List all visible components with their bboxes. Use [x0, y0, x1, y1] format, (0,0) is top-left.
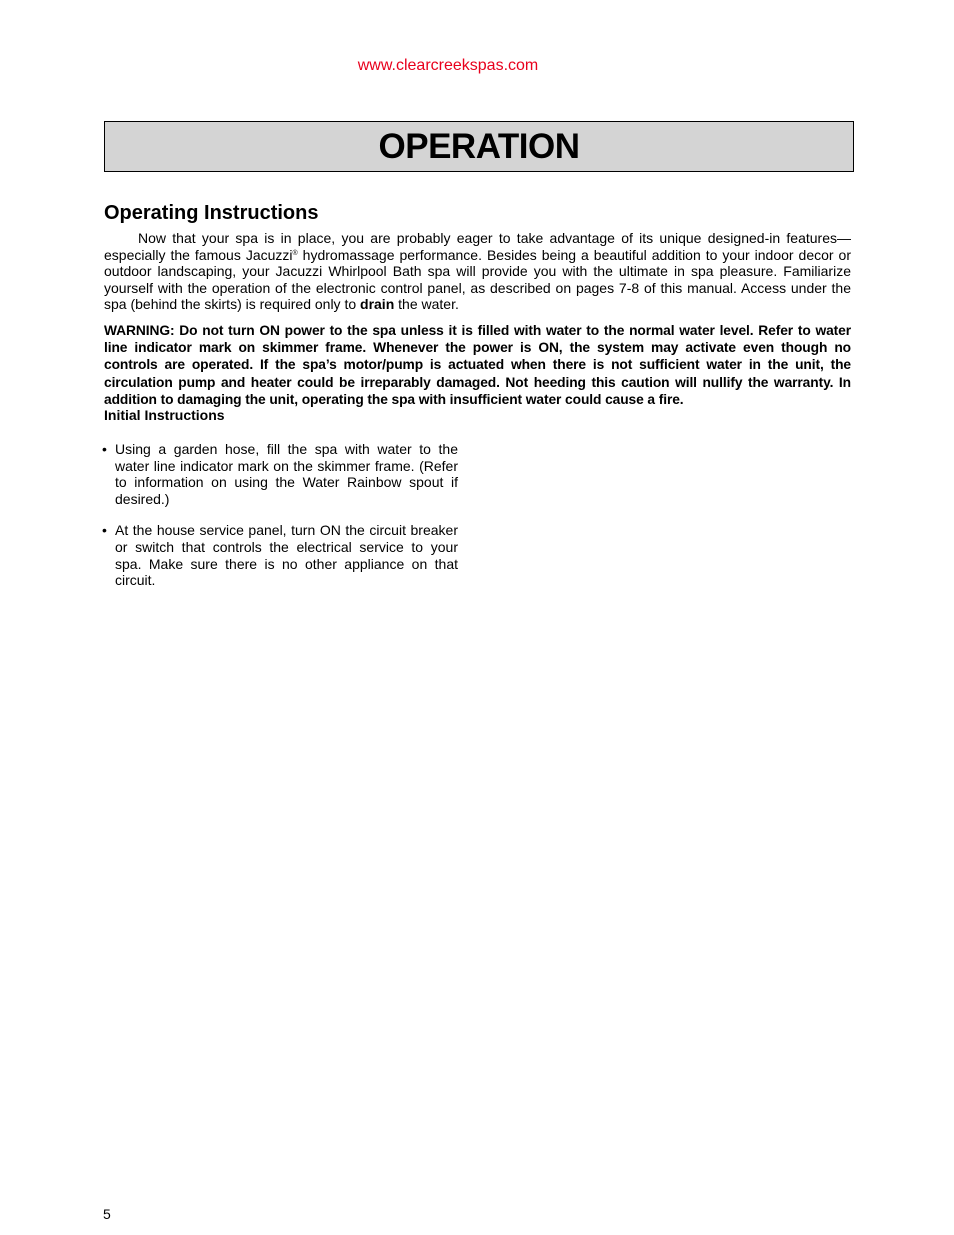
intro-bold-word: drain: [360, 296, 395, 313]
list-item: [102, 522, 458, 588]
intro-text-2: hydromassage performance. Besides being a beautiful addition to your indoor decor or outdoor landscaping, your Jacuzzi Whirlpool Bath spa will provide you with the ultimate in spa pleasure. Familiarize yourself with the operation of the electronic control panel, as described on pages 7-8 of this manual. Access under the spa (behind the skirts) is required only to: [104, 246, 852, 313]
bullet-icon: •: [102, 441, 107, 457]
registered-mark: ®: [292, 249, 298, 257]
page-number: 5: [103, 1206, 111, 1222]
list-item-text: At the house service panel, turn ON the circuit breaker or switch that controls the electrical service to your spa. Make sure there is no other appliance on that circuit.: [115, 522, 458, 589]
intro-text-1: Now that your spa is in place, you are probably eager to take advantage of its unique designed-in features—especially the famous Jacuzzi: [104, 230, 851, 263]
title-banner: [104, 121, 854, 172]
intro-paragraph: [104, 230, 851, 313]
warning-paragraph: WARNING: Do not turn ON power to the spa unless it is filled with water to the normal water level. Refer to water line indicator mark on skimmer frame. Whenever the power is ON, the system may activate even though no controls are operated. If the spa’s motor/pump is actuated when there is not sufficient water in the unit, the circulation pump and heater could be irreparably damaged. Not heeding this caution will nullify the warranty. In addition to damaging the unit, operating the spa with insufficient water could cause a fire.: [104, 323, 851, 407]
list-item-text: Using a garden hose, fill the spa with water to the water line indicator mark on the skimmer frame. (Refer to information on using the Water Rainbow spout if desired.): [115, 441, 458, 507]
instruction-list: [102, 441, 458, 604]
website-url[interactable]: www.clearcreekspas.com: [357, 57, 539, 74]
section-heading: Operating Instructions: [104, 202, 319, 224]
list-item: [102, 441, 458, 507]
initial-instructions-heading: Initial Instructions: [104, 407, 225, 423]
bullet-icon: •: [102, 522, 107, 539]
intro-text-3: the water.: [394, 296, 459, 313]
page-title: OPERATION: [378, 127, 580, 166]
